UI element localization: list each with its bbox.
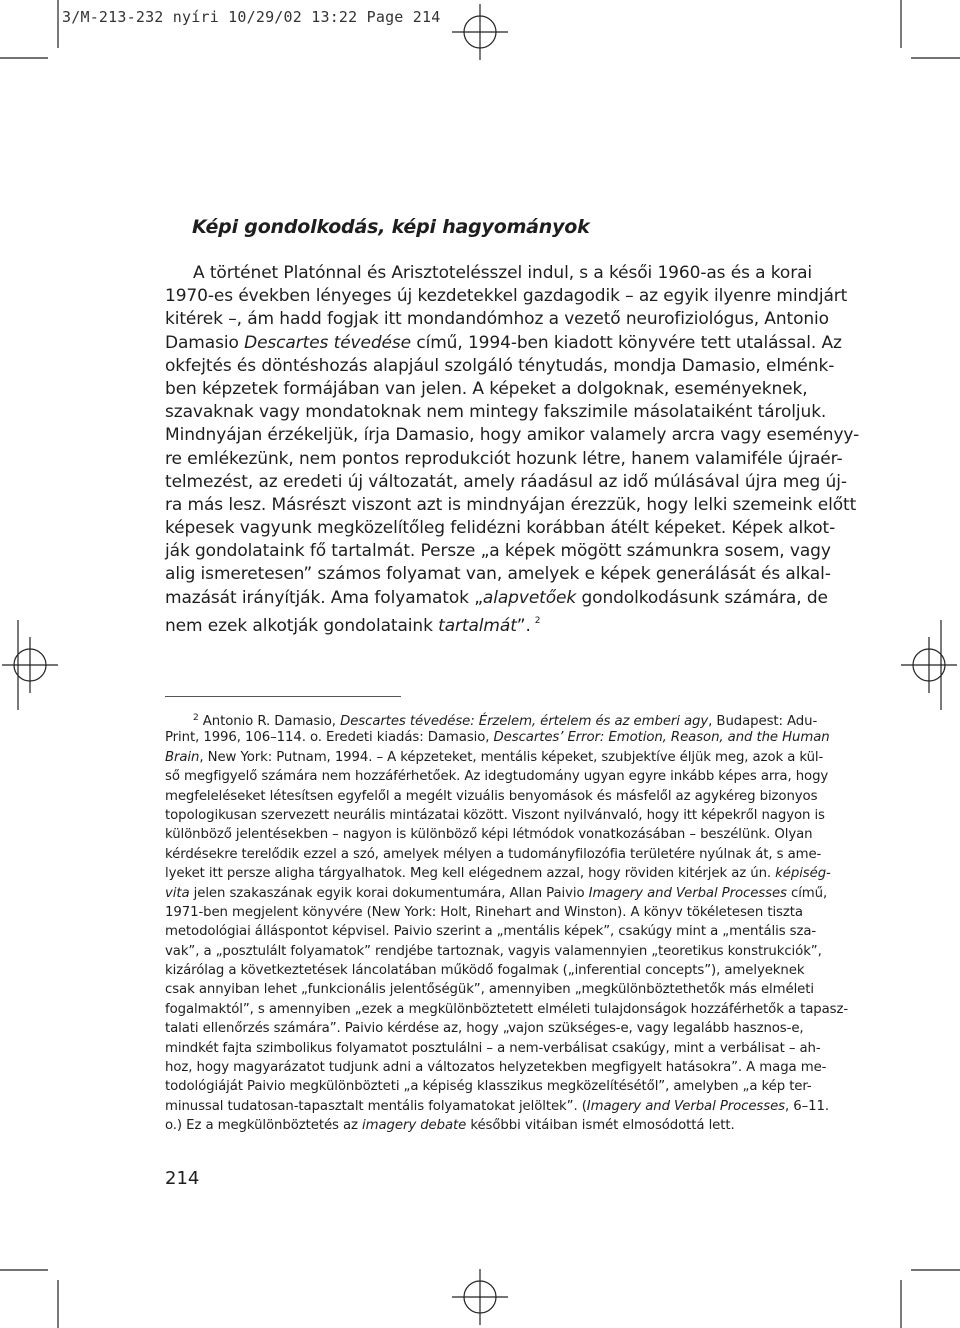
- body-line: képesek vagyunk megközelítőleg felidézni korábban átélt képeket. Képek alkot-: [165, 518, 836, 539]
- body-line: ben képzetek formájában van jelen. A képeket a dolgoknak, eseményeknek,: [165, 378, 808, 399]
- footnote-line: minussal tudatosan-tapasztalt mentális folyamatokat jelöltek”. (Imagery and Verbal Processes, 6–11.: [165, 1098, 830, 1114]
- body-line: mazását irányítják. Ama folyamatok „alapvetőek gondolkodásunk számára, de: [165, 587, 828, 608]
- footnote-line: metodológiai álláspontot képvisel. Paivio szerint a „mentális képek”, csakúgy mint a „mentális sza-: [165, 924, 817, 940]
- footnote-line: csak annyiban lehet „funkcionális jelentőségük”, amennyiben „megkülönböztethetők más elméleti: [165, 982, 814, 998]
- footnote-line: fogalmaktól”, s amennyiben „ezek a megkülönböztetett elméleti tulajdonságok hozzáférhetők a tapasz-: [165, 1001, 849, 1017]
- body-line: nem ezek alkotják gondolataink tartalmát”. $^2$: [165, 615, 541, 636]
- body-text: [165, 262, 860, 636]
- footnote-line: vita jelen szakaszának egyik korai dokumentumára, Allan Paivio Imagery and Verbal Processes című,: [165, 885, 828, 901]
- body-line: okfejtés és döntéshozás alapjául szolgáló ténytudás, mondja Damasio, elménk-: [165, 355, 835, 376]
- footnote-line: todológiáját Paivio megkülönbözteti „a képiség klasszikus megközelítésétől”, amelyben „a kép ter-: [165, 1079, 812, 1095]
- body-line: telmezést, az eredeti új változatát, amely ráadásul az idő múlásával újra meg új-: [165, 471, 847, 492]
- footnote-line: Brain, New York: Putnam, 1994. – A képzeteket, mentális képeket, szubjektíve éljük meg, azok a kül-: [165, 749, 824, 765]
- footnote-line: 1971-ben megjelent könyvére (New York: Holt, Rinehart and Winston). A könyv tökéletesen tiszta: [165, 904, 803, 920]
- body-line: ra más lesz. Másrészt viszont azt is mindnyájan érezzük, hogy lelki szemeink előtt: [165, 494, 857, 515]
- footnote-line: o.) Ez a megkülönböztetés az imagery debate későbbi vitáiban ismét elmosódottá lett.: [165, 1118, 735, 1134]
- footnote-line: ső megfigyelő számára nem hozzáférhetőek. Az idegtudomány ugyan egyre inkább képes arra, hogy: [165, 769, 829, 785]
- footnote-line: talati ellenőrzés számára”. Paivio kérdése az, hogy „vajon szükséges-e, vagy legalább hasznos-e,: [165, 1021, 804, 1037]
- footnote-line: megfeleléseket létesítsen egyfelől a megélt vizuális benyomások és másfelől az agykéreg bizonyos: [165, 788, 818, 804]
- footnote: [165, 709, 849, 1136]
- page-number: 214: [165, 1168, 200, 1189]
- print-slug: 3/M-213-232 nyíri 10/29/02 13:22 Page 214: [62, 8, 441, 26]
- body-line: ják gondolataink fő tartalmát. Persze „a képek mögött számunkra sosem, vagy: [165, 541, 831, 562]
- registration-mark-bottom: [452, 1269, 508, 1325]
- registration-mark-right: [901, 620, 957, 710]
- body-line: szavaknak vagy mondatoknak nem mintegy fakszimile másolataiként tároljuk.: [165, 402, 827, 423]
- body-line: re emlékezünk, nem pontos reprodukciót hozunk létre, hanem valamiféle újraér-: [165, 448, 843, 469]
- registration-mark-top: [452, 4, 508, 60]
- footnote-line: különböző jelentésekben – nagyon is különböző képi létmódok vonatkozásában – beszélünk. Olyan: [165, 827, 813, 843]
- footnote-rule: [165, 696, 401, 697]
- section-heading: Képi gondolkodás, képi hagyományok: [192, 216, 590, 238]
- body-line: A történet Platónnal és Arisztotelésszel indul, s a késői 1960-as és a korai: [193, 263, 813, 283]
- body-line: alig ismeretesen” számos folyamat van, amelyek e képek generálását és alkal-: [165, 564, 831, 585]
- registration-mark-left: [2, 620, 58, 710]
- footnote-line: topologikusan szervezett neurális mintázatai között. Viszont nyilvánvaló, hogy itt képekről nagyon is: [165, 807, 825, 823]
- footnote-line: lyeket itt persze aligha tárgyalhatok. Meg kell elégednem azzal, hogy röviden kitérjek az ún. képiség-: [165, 866, 831, 882]
- footnote-line: $^2$ Antonio R. Damasio, Descartes tévedése: Érzelem, értelem és az emberi agy, Budapest: Adu-: [193, 713, 818, 729]
- footnote-line: kérdésekre terelődik ezzel a szó, amelyek mélyen a tudományfilozófia területére nyúlnak át, s ame-: [165, 846, 822, 862]
- body-line: Damasio Descartes tévedése című, 1994-ben kiadott könyvére tett utalással. Az: [165, 332, 842, 353]
- body-line: Mindnyájan érzékeljük, írja Damasio, hogy amikor valamely arcra vagy eseményy-: [165, 425, 860, 446]
- footnote-number: 2: [193, 713, 199, 723]
- footnote-line: mindkét fajta szimbolikus folyamatot posztulálni – a nem-verbálisat csakúgy, mint a verbálisat – ah-: [165, 1040, 821, 1056]
- footnote-line: Print, 1996, 106–114. o. Eredeti kiadás: Damasio, Descartes’ Error: Emotion, Reason, and the Human: [165, 730, 830, 746]
- footnote-reference: 2: [534, 615, 541, 626]
- footnote-line: hoz, hogy magyarázatot tudjunk adni a változatos helyzetekben megfigyelt hatásokra”. A maga me-: [165, 1060, 827, 1076]
- body-line: kitérek –, ám hadd fogjak itt mondandómhoz a vezető neurofiziológus, Antonio: [165, 309, 829, 330]
- footnote-line: vak”, a „posztulált folyamatok” rendjébe tartoznak, vagyis valamennyien „teoretikus konstrukciók”,: [165, 943, 822, 959]
- body-line: 1970-es években lényeges új kezdetekkel gazdagodik – az egyik ilyenre mindjárt: [165, 286, 848, 307]
- footnote-line: kizárólag a következtetések láncolatában működő fogalmak („inferential concepts”), amelyeknek: [165, 963, 805, 979]
